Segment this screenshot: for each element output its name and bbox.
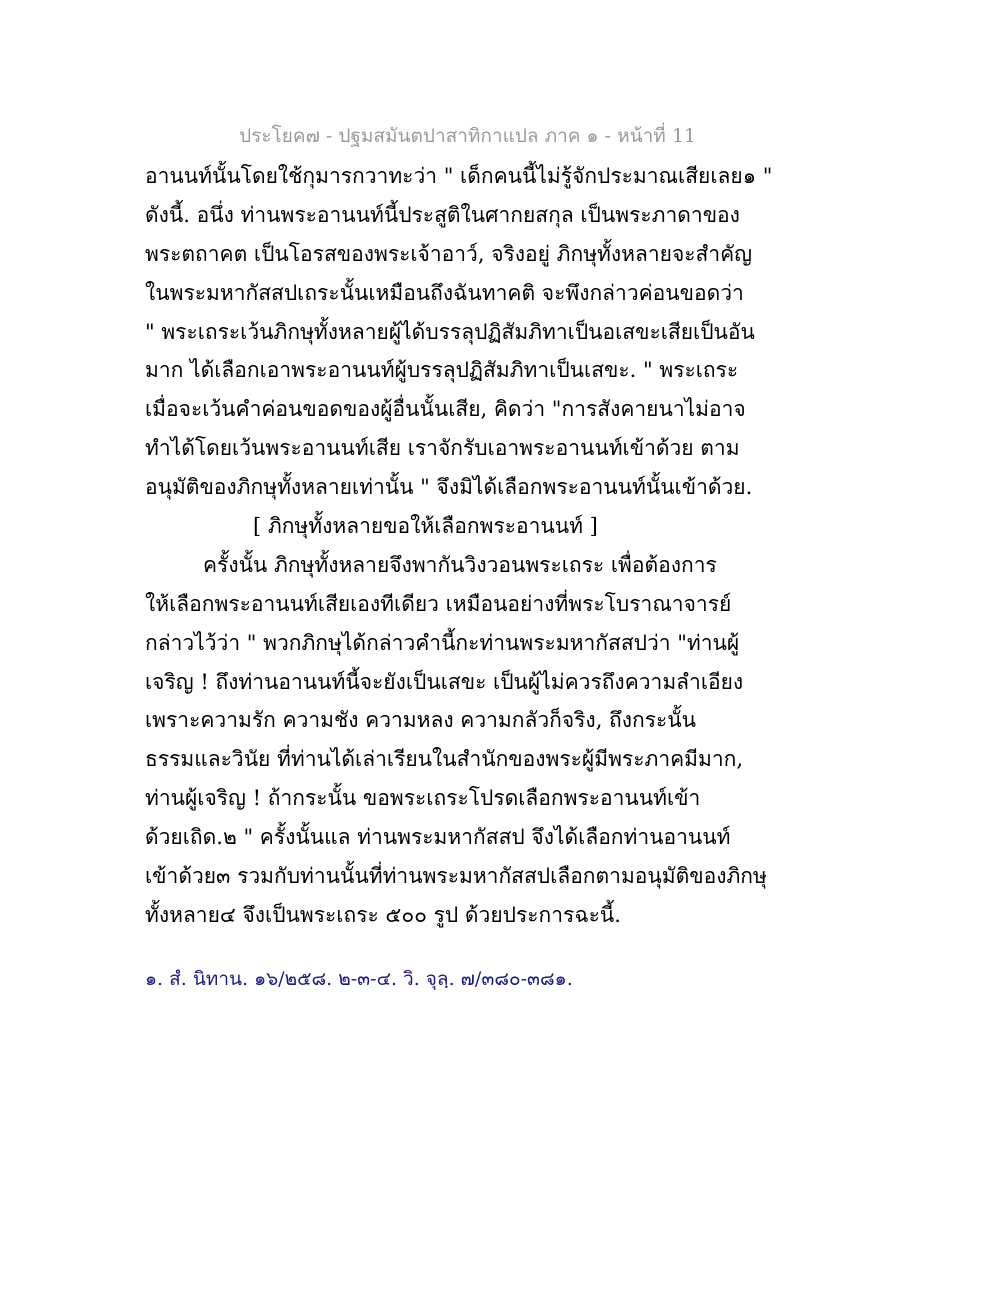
paragraph-first-line: ครั้งนั้น ภิกษุทั้งหลายจึงพากันวิงวอนพระเถระ เพื่อต้องการ [203, 552, 717, 577]
text-line: ทำได้โดยเว้นพระอานนท์เสีย เราจักรับเอาพระอานนท์เข้าด้วย ตาม [145, 436, 740, 461]
text-line: พระตถาคต เป็นโอรสของพระเจ้าอาว์, จริงอยู่ ภิกษุทั้งหลายจะสำคัญ [145, 241, 753, 266]
text-line: ด้วยเถิด.๒ " ครั้งนั้นแล ท่านพระมหากัสสป จึงได้เลือกท่านอานนท์ [145, 825, 731, 850]
text-line: ธรรมและวินัย ที่ท่านได้เล่าเรียนในสำนักของพระผู้มีพระภาคมีมาก, [145, 747, 744, 772]
text-line: ท่านผู้เจริญ ! ถ้ากระนั้น ขอพระเถระโปรดเลือกพระอานนท์เข้า [145, 786, 701, 811]
text-line: อานนท์นั้นโดยใช้กุมารกวาทะว่า " เด็กคนนี้ไม่รู้จักประมาณเสียเลย๑ " [145, 164, 773, 188]
text-line: เจริญ ! ถึงท่านอานนท์นี้จะยังเป็นเสขะ เป็นผู้ไม่ควรถึงความลำเอียง [145, 669, 744, 694]
section-heading: [ ภิกษุทั้งหลายขอให้เลือกพระอานนท์ ] [253, 514, 598, 539]
text-line: " พระเถระเว้นภิกษุทั้งหลายผู้ได้บรรลุปฏิสัมภิทาเป็นอเสขะเสียเป็นอัน [145, 319, 755, 344]
text-line: อนุมัติของภิกษุทั้งหลายเท่านั้น " จึงมิได้เลือกพระอานนท์นั้นเข้าด้วย. [145, 475, 753, 500]
text-line: กล่าวไว้ว่า " พวกภิกษุได้กล่าวคำนี้กะท่านพระมหากัสสปว่า "ท่านผู้ [145, 630, 740, 655]
footnote: ๑. สํ. นิทาน. ๑๖/๒๕๘. ๒-๓-๔. วิ. จุลฺ. ๗/๓๘๐-๓๘๑. [145, 968, 573, 990]
body-text [145, 157, 773, 935]
text-line: ทั้งหลาย๔ จึงเป็นพระเถระ ๕๐๐ รูป ด้วยประการฉะนี้. [145, 902, 621, 927]
text-line: มาก ได้เลือกเอาพระอานนท์ผู้บรรลุปฏิสัมภิทาเป็นเสขะ. " พระเถระ [145, 358, 739, 383]
text-line: เพราะความรัก ความชัง ความหลง ความกลัวก็จริง, ถึงกระนั้น [145, 708, 696, 733]
text-line: เข้าด้วย๓ รวมกับท่านนั้นที่ท่านพระมหากัสสปเลือกตามอนุมัติของภิกษุ [145, 864, 767, 889]
text-line: ให้เลือกพระอานนท์เสียเองทีเดียว เหมือนอย่างที่พระโบราณาจารย์ [145, 591, 732, 616]
text-line: เมื่อจะเว้นคำค่อนขอดของผู้อื่นนั้นเสีย, คิดว่า "การสังคายนาไม่อาจ [145, 397, 746, 422]
running-header: ประโยค๗ - ปฐมสมันตปาสาทิกาแปล ภาค ๑ - หน้าที่ 11 [239, 125, 696, 147]
text-line: ในพระมหากัสสปเถระนั้นเหมือนถึงฉันทาคติ จะพึงกล่าวค่อนขอดว่า [145, 280, 744, 305]
text-line: ดังนี้. อนึ่ง ท่านพระอานนท์นี้ประสูติในศากยสกุล เป็นพระภาดาของ [145, 202, 740, 227]
